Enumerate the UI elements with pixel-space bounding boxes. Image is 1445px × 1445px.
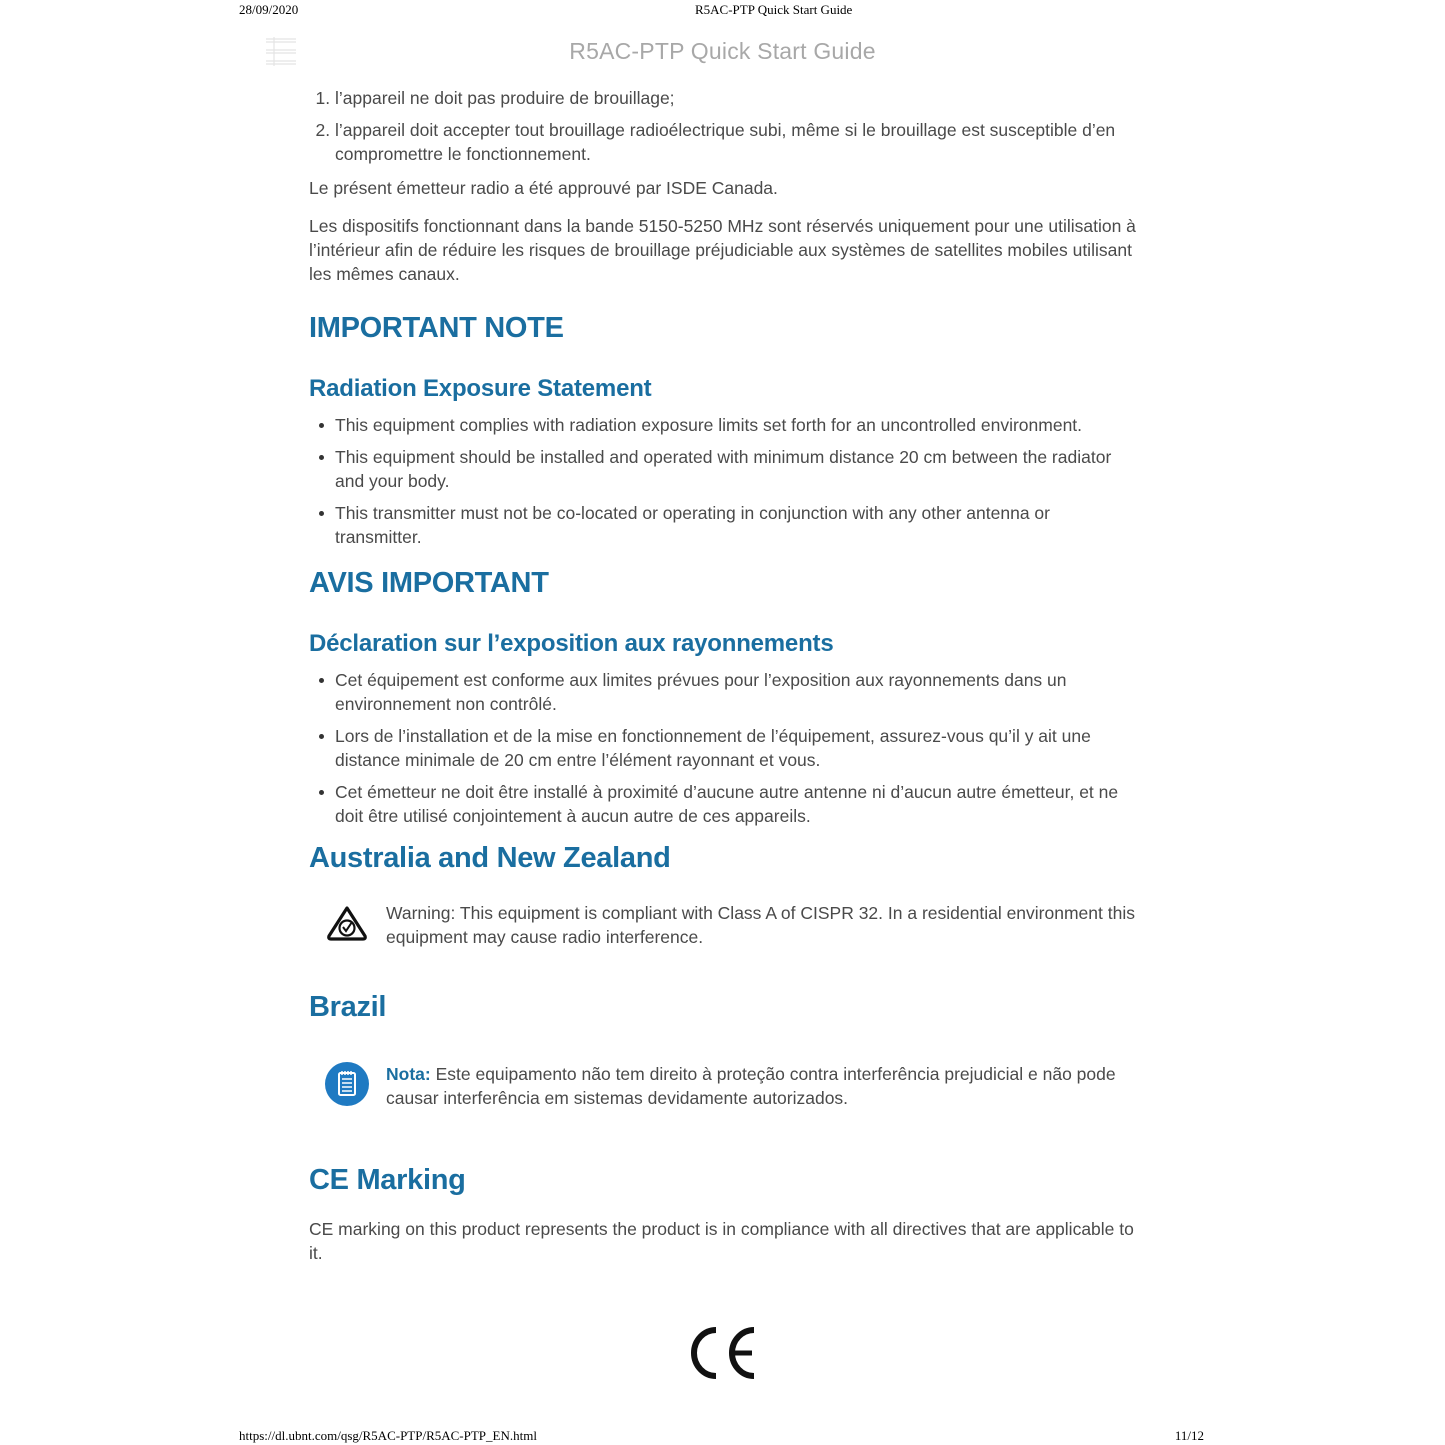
paragraph: Le présent émetteur radio a été approuvé par ISDE Canada. [309,178,778,198]
document-content [309,86,1139,1265]
list-item: Lors de l’installation et de la mise en fonctionnement de l’équipement, assurez-vous qu’il y ait une distance minimale de 20 cm entre l’élément rayonnant et vous. [335,724,1139,772]
paragraph: Les dispositifs fonctionnant dans la bande 5150-5250 MHz sont réservés uniquement pour une utilisation à l’intérieur afin de réduire les risques de brouillage préjudiciable aux systèmes de satellites mobiles utilisant les mêmes canaux. [309,216,1136,284]
section-heading-australia: Australia and New Zealand [309,842,671,874]
list-item: This transmitter must not be co-located or operating in conjunction with any other antenna or transmitter. [335,501,1139,549]
subheading-radiation-exposure: Radiation Exposure Statement [309,375,652,402]
page-number: 11/12 [1174,1428,1204,1443]
print-footer [239,1428,1204,1444]
print-header [239,2,1204,18]
print-title: R5AC-PTP Quick Start Guide [695,2,853,17]
ce-marking-text: CE marking on this product represents the product is in compliance with all directives that are applicable to it. [309,1219,1134,1263]
site-title: R5AC-PTP Quick Start Guide [569,38,876,64]
list-item: 2. l’appareil doit accepter tout brouillage radioélectrique subi, même si le brouillage est susceptible d’en compromettre le fonctionnement. [335,118,1139,166]
list-item: Cet émetteur ne doit être installé à proximité d’aucune autre antenne ni d’aucun autre émetteur, et ne doit être utilisé conjointement à aucun autre de ces appareils. [335,780,1139,828]
page-url[interactable]: https://dl.ubnt.com/qsg/R5AC-PTP/R5AC-PTP_EN.html [239,1428,537,1443]
list-item: Cet équipement est conforme aux limites prévues pour l’exposition aux rayonnements dans un environnement non contrôlé. [335,668,1139,716]
brazil-note [309,1062,1139,1112]
australia-warning-text: Warning: This equipment is compliant with Class A of CISPR 32. In a residential environment this equipment may cause radio interference. [386,903,1135,947]
numbered-list [309,86,1139,166]
section-heading-ce-marking: CE Marking [309,1164,466,1196]
list-item: This equipment complies with radiation exposure limits set forth for an uncontrolled environment. [335,413,1139,437]
ce-mark-icon [686,1326,758,1380]
bullet-list [309,413,1139,549]
nota-body: Este equipamento não tem direito à proteção contra interferência prejudicial e não pode causar interferência em sistemas devidamente autorizados. [386,1064,1116,1108]
print-date: 28/09/2020 [239,2,299,17]
brazil-note-text [386,1062,1139,1110]
subheading-declaration: Déclaration sur l’exposition aux rayonnements [309,630,834,657]
australia-warning [309,901,1139,951]
bullet-list [309,668,1139,828]
list-item: This equipment should be installed and operated with minimum distance 20 cm between the radiator and your body. [335,445,1139,493]
section-heading-important-note: IMPORTANT NOTE [309,312,564,344]
rcm-compliance-icon [323,901,371,949]
note-icon [323,1060,371,1108]
list-item: 1. l’appareil ne doit pas produire de brouillage; [335,86,1139,110]
section-heading-avis-important: AVIS IMPORTANT [309,567,549,599]
nota-label: Nota: [386,1064,431,1084]
section-heading-brazil: Brazil [309,991,387,1023]
